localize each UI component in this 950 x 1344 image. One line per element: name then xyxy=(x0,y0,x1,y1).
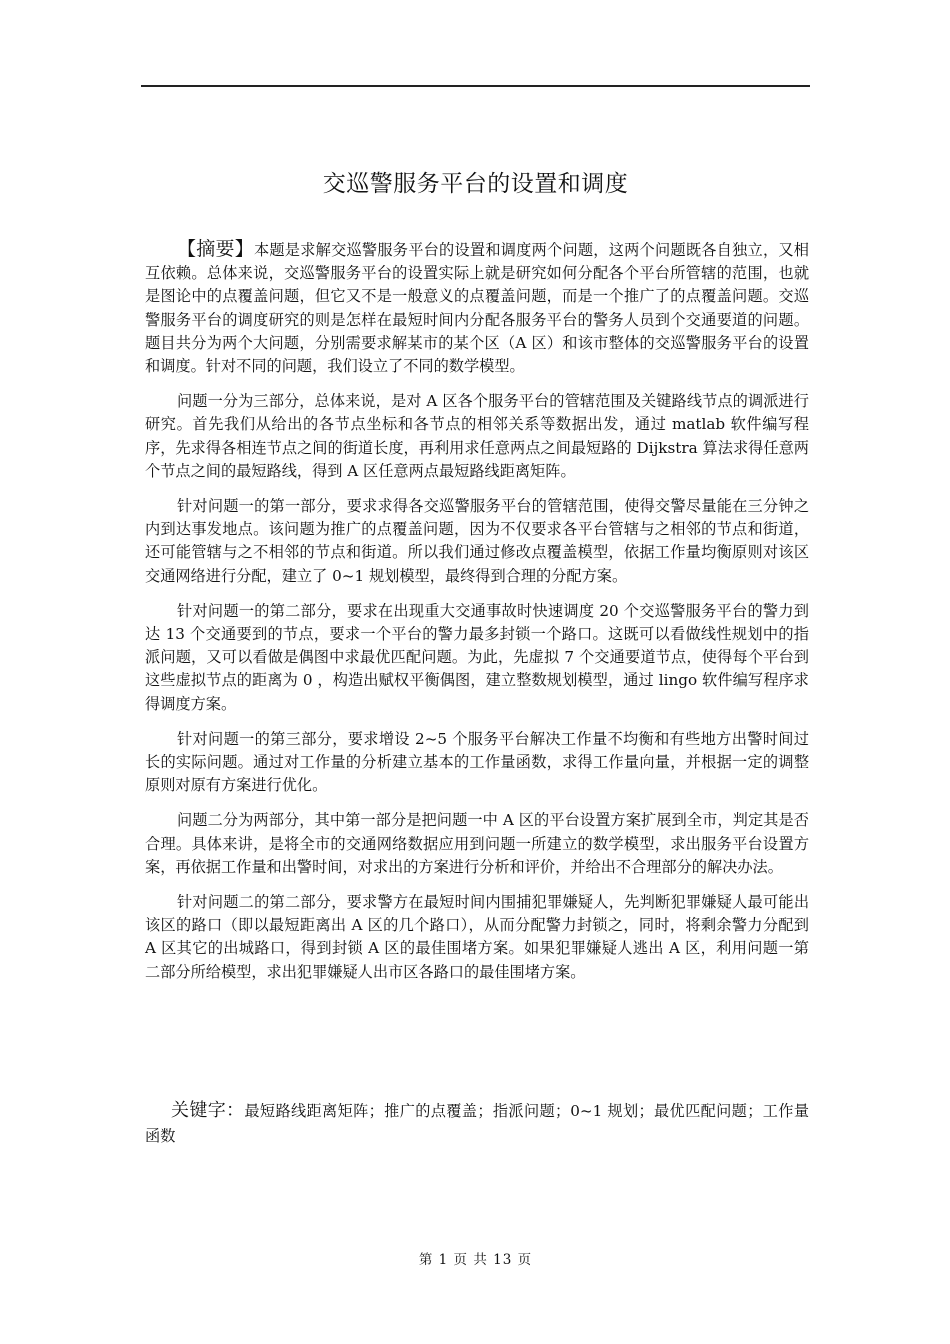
page-number: 第 1 页 共 13 页 xyxy=(418,1252,533,1268)
paragraph: 针对问题一的第二部分，要求在出现重大交通事故时快速调度 20 个交巡警服务平台的警力到达 13 个交通要到的节点，要求一个平台的警力最多封锁一个路口。这既可以看做线性规划中的指派问题，又可以看做是偶图中求最优匹配问题。为此，先虚拟 7 个交通要道节点，使得每个平台到这些虚拟节点的距离为 0 ，构造出赋权平衡偶图，建立整数规划模型，通过 lingo 软件编写程序求得调度方案。 xyxy=(145,601,809,713)
paragraph: 针对问题一的第一部分，要求求得各交巡警服务平台的管辖范围，使得交警尽量能在三分钟之内到达事发地点。该问题为推广的点覆盖问题，因为不仅要求各平台管辖与之相邻的节点和街道，还可能管辖与之不相邻的节点和街道。所以我们通过修改点覆盖模型，依据工作量均衡原则对该区交通网络进行分配，建立了 0~1 规划模型，最终得到合理的分配方案。 xyxy=(145,497,809,585)
paragraph: 问题一分为三部分，总体来说，是对 A 区各个服务平台的管辖范围及关键路线节点的调派进行研究。首先我们从给出的各节点坐标和各节点的相邻关系等数据出发，通过 matlab 软件编写程序，先求得各相连节点之间的街道长度，再利用求任意两点之间最短路的 Dijkstra 算法求得任意两个节点之间的最短路线，得到 A 区任意两点最短路线距离矩阵。 xyxy=(145,392,809,480)
abstract-body xyxy=(145,238,809,996)
keywords-text: 最短路线距离矩阵；推广的点覆盖；指派问题；0~1 规划；最优匹配问题；工作量函数 xyxy=(145,1102,810,1145)
paragraph: 针对问题二的第二部分，要求警方在最短时间内围捕犯罪嫌疑人，先判断犯罪嫌疑人最可能出该区的路口（即以最短距离出 A 区的几个路口），从而分配警力封锁之，同时，将剩余警力分配到 A 区其它的出城路口，得到封锁 A 区的最佳围堵方案。如果犯罪嫌疑人逃出 A 区，利用问题一第二部分所给模型，求出犯罪嫌疑人出市区各路口的最佳围堵方案。 xyxy=(145,893,809,981)
paragraph: 针对问题一的第三部分，要求增设 2~5 个服务平台解决工作量不均衡和有些地方出警时间过长的实际问题。通过对工作量的分析建立基本的工作量函数，求得工作量向量，并根据一定的调整原则对原有方案进行优化。 xyxy=(145,729,809,795)
abstract-label: 【摘要】 xyxy=(177,238,254,260)
header-rule xyxy=(141,85,810,87)
keywords-section xyxy=(145,1098,809,1149)
paragraph-text: 本题是求解交巡警服务平台的设置和调度两个问题，这两个问题既各自独立，又相互依赖。总体来说，交巡警服务平台的设置实际上就是研究如何分配各个平台所管辖的范围，也就是图论中的点覆盖问题，但它又不是一般意义的点覆盖问题，而是一个推广了的点覆盖问题。交巡警服务平台的调度研究的则是怎样在最短时间内分配各服务平台的警务人员到个交通要道的问题。题目共分为两个大问题，分别需要求解某市的某个区（A 区）和该市整体的交巡警服务平台的设置和调度。针对不同的问题，我们设立了不同的数学模型。 xyxy=(145,241,809,376)
document-title: 交巡警服务平台的设置和调度 xyxy=(322,171,629,197)
abstract-paragraph xyxy=(145,238,809,378)
keywords-label: 关键字： xyxy=(171,1100,245,1121)
paragraph: 问题二分为两部分，其中第一部分是把问题一中 A 区的平台设置方案扩展到全市，判定其是否合理。具体来讲，是将全市的交通网络数据应用到问题一所建立的数学模型，求出服务平台设置方案，再依据工作量和出警时间，对求出的方案进行分析和评价，并给出不合理部分的解决办法。 xyxy=(145,811,809,876)
